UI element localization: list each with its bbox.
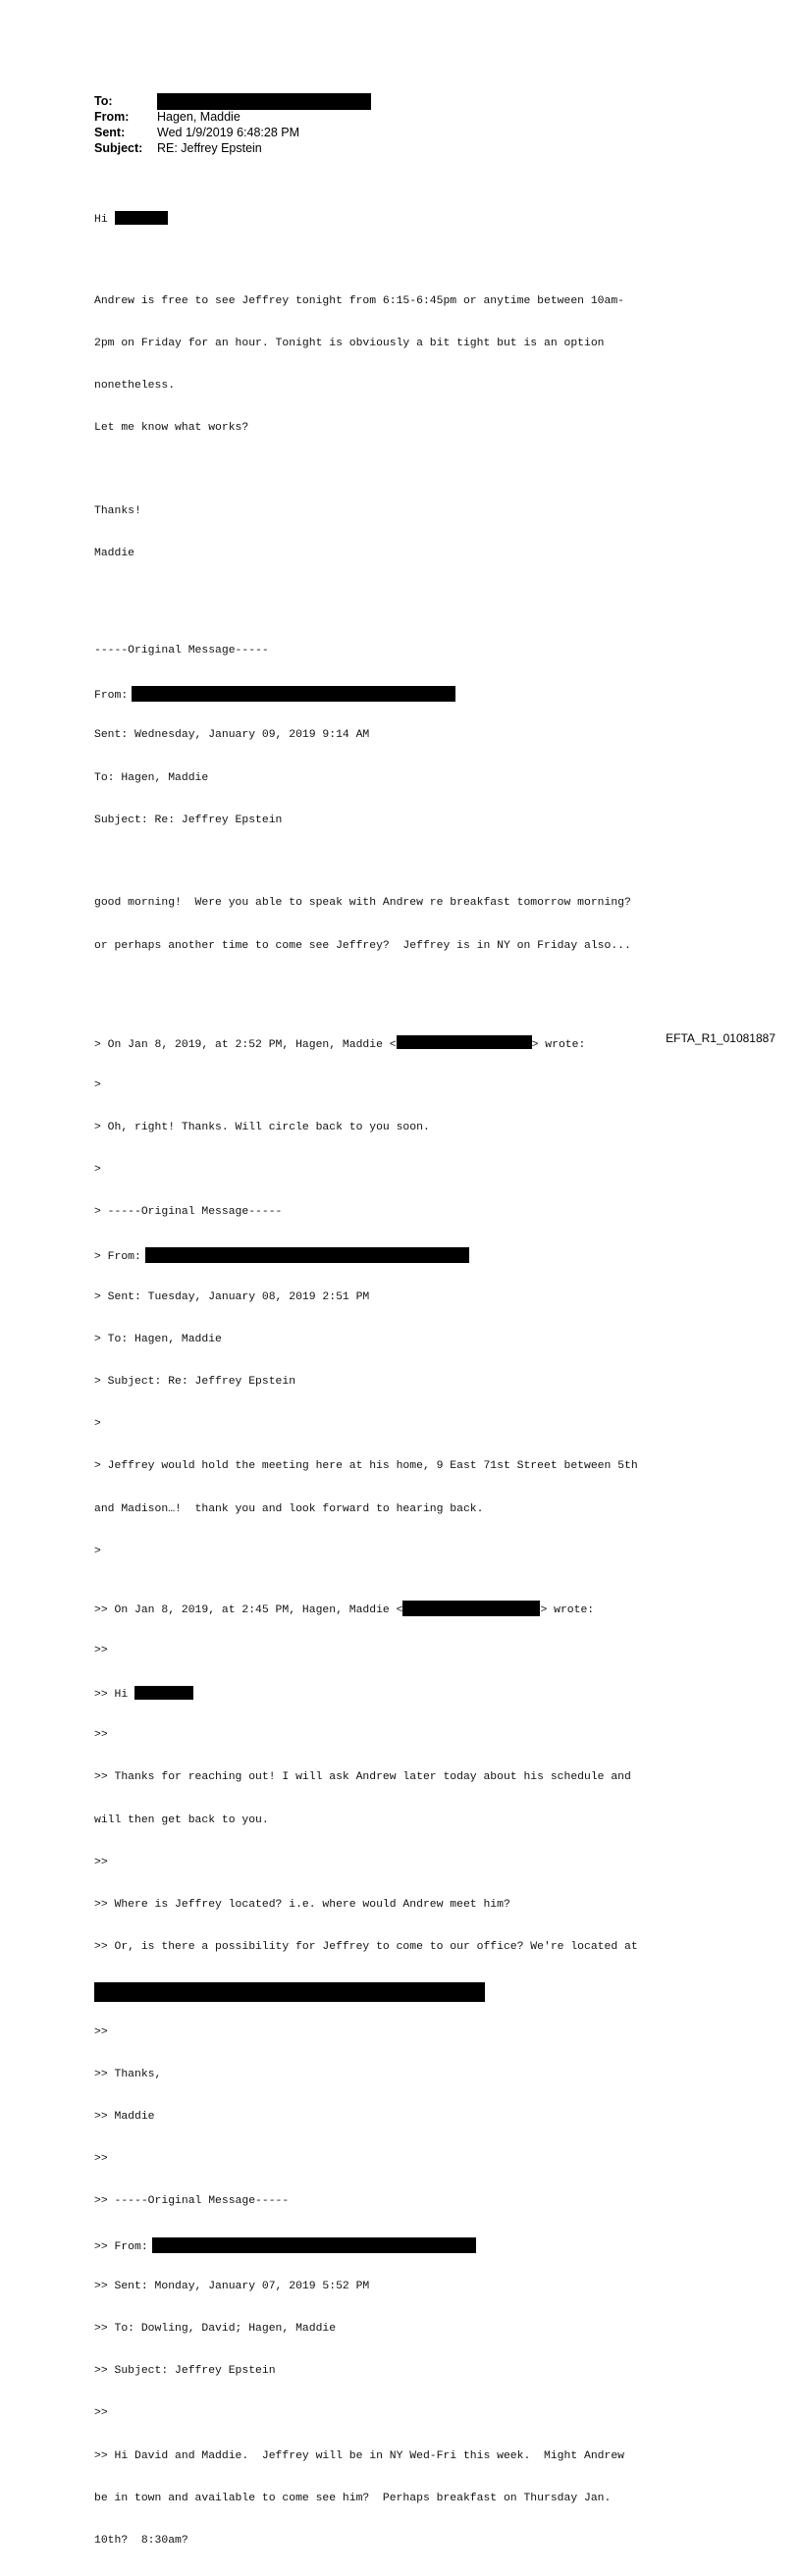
reply-signature: Maddie bbox=[94, 548, 135, 560]
quote1-from: > From: bbox=[94, 1247, 638, 1261]
redaction bbox=[134, 1686, 193, 1700]
from-value: Hagen, Maddie bbox=[157, 110, 240, 124]
msg1-body-line: or perhaps another time to come see Jeffrey? Jeffrey is in NY on Friday also... bbox=[94, 939, 631, 952]
quote1-wrote: > On Jan 8, 2019, at 2:52 PM, Hagen, Maddie < > wrote: bbox=[94, 1035, 638, 1049]
document-id: EFTA_R1_01081887 bbox=[666, 1031, 775, 1045]
reply-line: Andrew is free to see Jeffrey tonight from 6:15-6:45pm or anytime between 10am- bbox=[94, 294, 625, 307]
quote-line: >> bbox=[94, 2025, 108, 2038]
sent-label: Sent: bbox=[94, 126, 126, 139]
msg1-from: From: bbox=[94, 686, 638, 700]
subject-label: Subject: bbox=[94, 141, 143, 155]
quote2-thanks-line: will then get back to you. bbox=[94, 1814, 269, 1826]
email-body bbox=[94, 169, 638, 2576]
from-label: From: bbox=[94, 110, 130, 124]
quote2-office: >> Or, is there a possibility for Jeffrey to come to our office? We're located at bbox=[94, 1941, 638, 1954]
to-label: To: bbox=[94, 94, 113, 108]
reply-line: 2pm on Friday for an hour. Tonight is obviously a bit tight but is an option bbox=[94, 337, 605, 349]
greeting-line bbox=[94, 211, 638, 225]
redaction bbox=[402, 1601, 540, 1616]
original-message-separator: -----Original Message----- bbox=[94, 644, 269, 657]
reply-line: Let me know what works? bbox=[94, 422, 249, 435]
to-redaction bbox=[157, 93, 371, 110]
subject-value: RE: Jeffrey Epstein bbox=[157, 141, 262, 155]
quote1-meeting-line: > Jeffrey would hold the meeting here at his home, 9 East 71st Street between 5th bbox=[94, 1460, 638, 1473]
quote2-to: >> To: Dowling, David; Hagen, Maddie bbox=[94, 2322, 337, 2335]
quote-line: > bbox=[94, 1164, 101, 1177]
quote1-to: > To: Hagen, Maddie bbox=[94, 1333, 222, 1345]
quote2-body-line: be in town and available to come see him? Perhaps breakfast on Thursday Jan. bbox=[94, 2492, 612, 2504]
quote2-sent: >> Sent: Monday, January 07, 2019 5:52 PM bbox=[94, 2280, 370, 2292]
quote2-body-line: 10th? 8:30am? bbox=[94, 2534, 188, 2547]
quote2-where: >> Where is Jeffrey located? i.e. where would Andrew meet him? bbox=[94, 1898, 510, 1911]
address-redaction-line bbox=[94, 1982, 638, 1996]
quote1-separator: > -----Original Message----- bbox=[94, 1206, 283, 1219]
quote2-from: >> From: bbox=[94, 2237, 638, 2251]
quote-line: >> bbox=[94, 1856, 108, 1868]
quote2-sig: >> Maddie bbox=[94, 2110, 155, 2123]
redaction bbox=[152, 2237, 476, 2253]
quote-line: >> bbox=[94, 1644, 108, 1656]
quote-line: > bbox=[94, 1545, 101, 1557]
sent-value: Wed 1/9/2019 6:48:28 PM bbox=[157, 126, 300, 139]
msg1-to: To: Hagen, Maddie bbox=[94, 771, 209, 784]
quote2-body-line: >> Hi David and Maddie. Jeffrey will be in NY Wed-Fri this week. Might Andrew bbox=[94, 2449, 625, 2462]
quote2-thanks: >> Thanks, bbox=[94, 2068, 162, 2080]
quote-line: >> bbox=[94, 2153, 108, 2166]
quote1-oh-right: > Oh, right! Thanks. Will circle back to you soon. bbox=[94, 1121, 430, 1133]
redaction bbox=[145, 1247, 469, 1263]
msg1-subject: Subject: Re: Jeffrey Epstein bbox=[94, 814, 283, 826]
msg1-sent: Sent: Wednesday, January 09, 2019 9:14 AM bbox=[94, 729, 370, 742]
quote2-subject: >> Subject: Jeffrey Epstein bbox=[94, 2365, 276, 2378]
quote2-hi: >> Hi bbox=[94, 1686, 638, 1700]
redaction bbox=[132, 686, 455, 702]
redaction bbox=[397, 1035, 532, 1049]
quote-line: > bbox=[94, 1418, 101, 1431]
quote-line: > bbox=[94, 1078, 101, 1091]
quote-line: >> bbox=[94, 1729, 108, 1742]
quote1-subject: > Subject: Re: Jeffrey Epstein bbox=[94, 1376, 296, 1389]
quote-line: >> bbox=[94, 2407, 108, 2420]
msg1-body-line: good morning! Were you able to speak with Andrew re breakfast tomorrow morning? bbox=[94, 897, 631, 910]
quote1-meeting-line: and Madison…! thank you and look forward to hearing back. bbox=[94, 1502, 484, 1515]
quote1-sent: > Sent: Tuesday, January 08, 2019 2:51 PM bbox=[94, 1290, 370, 1303]
redaction bbox=[94, 1982, 485, 2002]
quote2-thanks-line: >> Thanks for reaching out! I will ask Andrew later today about his schedule and bbox=[94, 1771, 631, 1784]
reply-thanks: Thanks! bbox=[94, 504, 141, 517]
quote2-separator: >> -----Original Message----- bbox=[94, 2195, 290, 2208]
quote2-wrote: >> On Jan 8, 2019, at 2:45 PM, Hagen, Maddie < > wrote: bbox=[94, 1601, 638, 1614]
reply-line: nonetheless. bbox=[94, 380, 176, 393]
redaction bbox=[115, 211, 168, 225]
greeting: Hi bbox=[94, 214, 108, 227]
